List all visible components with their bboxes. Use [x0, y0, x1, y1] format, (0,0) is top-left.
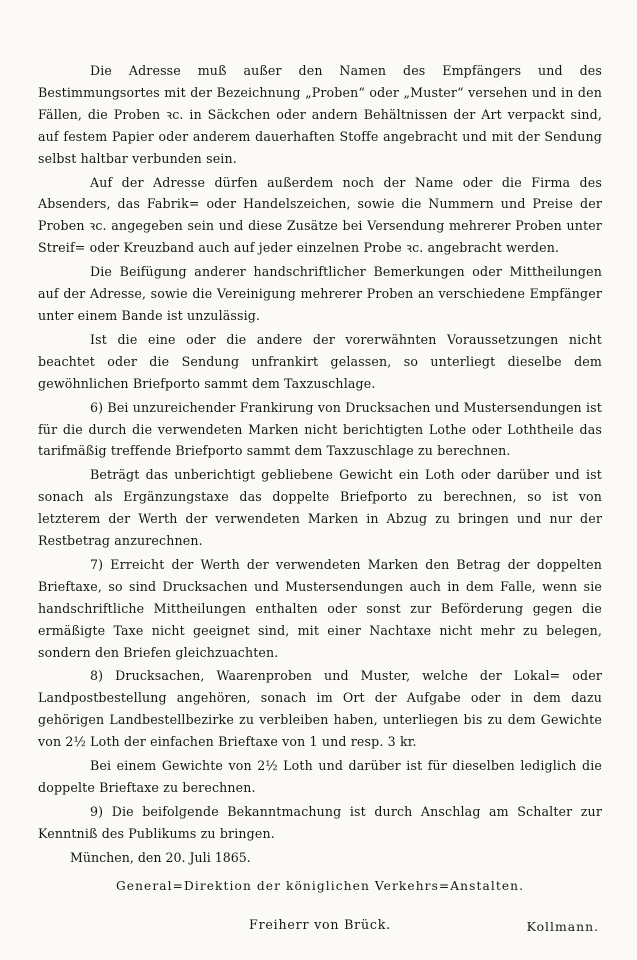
countersignatory-name: Kollmann.: [526, 919, 599, 934]
closing-date: München, den 20. Juli 1865.: [70, 849, 251, 865]
paragraph-section-9: 9) Die beifolgende Bekanntmachung ist durch Anschlag am Schalter zur Kenntniß des Publikums zu bringen.: [38, 803, 602, 841]
paragraph-section-6-supplement: Beträgt das unberichtigt gebliebene Gewicht ein Loth oder darüber und ist sonach als Ergänzungstaxe das doppelte Briefporto zu berechnen, so ist von letzterem der Werth der verwendeten Marken in Abzug zu bringen und nur der Restbetrag anzurechnen.: [38, 467, 602, 549]
paragraph-handwritten-remarks: Die Beifügung anderer handschriftlicher Bemerkungen oder Mittheilungen auf der Adresse, sowie die Vereinigung mehrerer Proben an verschiedene Empfänger unter einem Bande ist unzulässig.: [38, 264, 602, 323]
issuing-authority: General=Direktion der königlichen Verkehrs=Anstalten.: [115, 878, 525, 893]
paragraph-address-requirements: Die Adresse muß außer den Namen des Empfängers und des Bestimmungsortes mit der Bezeichnung „Proben“ oder „Muster“ versehen und in den Fällen, die Proben ꝛc. in Säckchen oder andern Behältnissen der Art verpackt sind, auf festem Papier oder anderem dauerhaften Stoffe angebracht und mit der Sendung selbst haltbar verbunden sein.: [38, 63, 602, 166]
paragraph-address-additions: Auf der Adresse dürfen außerdem noch der Name oder die Firma des Absenders, das Fabrik= oder Handelszeichen, sowie die Nummern und Preise der Proben ꝛc. angegeben sein und diese Zusätze bei Versendung mehrerer Proben unter Streif= oder Kreuzband auch auf jeder einzelnen Probe ꝛc. angebracht werden.: [38, 174, 602, 256]
paragraph-section-7: 7) Erreicht der Werth der verwendeten Marken den Betrag der doppelten Brieftaxe, so sind Drucksachen und Mustersendungen auch in dem Falle, wenn sie handschriftliche Mittheilungen enthalten oder sonst zur Beförderung gegen die ermäßigte Taxe nicht geeignet sind, mit einer Nachtaxe nicht mehr zu belegen, sondern den Briefen gleichzuachten.: [38, 556, 602, 660]
signatory-name: Freiherr von Brück.: [249, 916, 391, 932]
paragraph-section-8: 8) Drucksachen, Waarenproben und Muster, welche der Lokal= oder Landpostbestellung angehören, sonach im Ort der Aufgabe oder in dem dazu gehörigen Landbestellbezirke zu verbleiben haben, unterliegen bis zu dem Gewichte von 2½ Loth der einfachen Brieftaxe von 1 und resp. 3 kr.: [38, 668, 602, 750]
paragraph-section-8-supplement: Bei einem Gewichte von 2½ Loth und darüber ist für dieselben lediglich die doppelte Brieftaxe zu berechnen.: [38, 758, 602, 795]
paragraph-unfranked-sendings: Ist die eine oder die andere der vorerwähnten Voraussetzungen nicht beachtet oder die Sendung unfrankirt gelassen, so unterliegt dieselbe dem gewöhnlichen Briefporto sammt dem Taxzuschlage.: [38, 331, 602, 391]
paragraph-section-6: 6) Bei unzureichender Frankirung von Drucksachen und Mustersendungen ist für die durch die verwendeten Marken nicht berichtigten Lothe oder Loththeile das tarifmäßig treffende Briefporto sammt dem Taxzuschlage zu berechnen.: [38, 399, 602, 459]
